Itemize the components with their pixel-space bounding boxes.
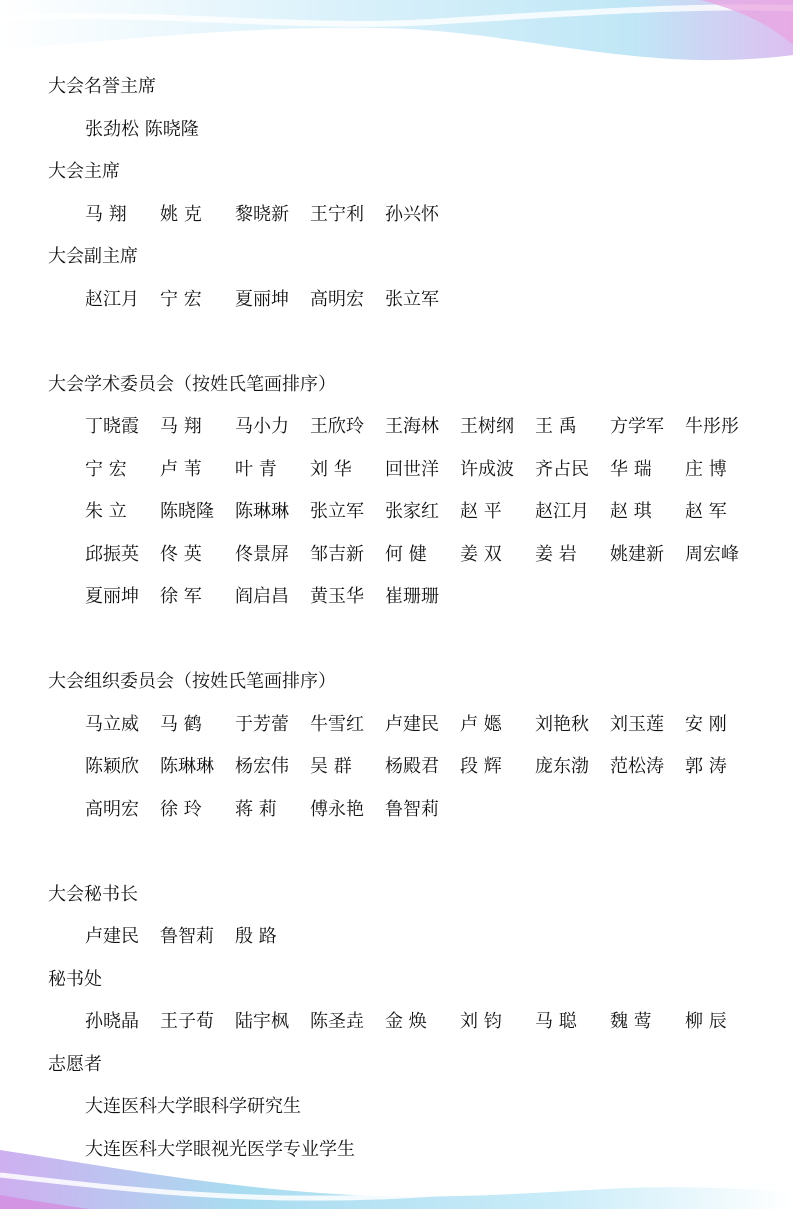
name-item: 夏丽坤: [85, 586, 139, 607]
name-item: 徐 玲: [160, 798, 202, 820]
name-item: 邹吉新: [310, 543, 364, 565]
name-item: 鲁智莉: [385, 798, 439, 820]
name-item: 马立威: [85, 713, 139, 735]
name-item: 刘玉莲: [610, 713, 664, 735]
vice-chair-heading: 大会副主席: [48, 246, 138, 267]
name-item: 牛雪红: [310, 713, 364, 735]
academic-committee-row: [85, 491, 748, 534]
name-item: 马 翔: [160, 416, 202, 437]
name-item: 佟景屏: [235, 543, 289, 565]
name-item: 邱振英: [85, 543, 139, 565]
name-item: 卢建民: [385, 713, 439, 735]
name-item: 黎晓新: [235, 203, 289, 225]
committee-list: [48, 66, 748, 1171]
name-item: 柳 辰: [685, 1011, 727, 1032]
name-item: 殷 路: [235, 926, 277, 947]
name-item: 赵江月: [85, 288, 139, 310]
name-item: 阎启昌: [235, 586, 289, 607]
name-item: 赵 琪: [610, 501, 652, 522]
name-item: 卢建民: [85, 926, 139, 947]
name-item: 马小力: [235, 416, 289, 437]
name-item: 赵江月: [535, 501, 589, 522]
name-item: 许成波: [460, 458, 514, 480]
name-item: 华 瑞: [610, 458, 652, 480]
name-item: 赵 平: [460, 501, 502, 522]
academic-committee-row: [85, 576, 748, 619]
name-item: 高明宏: [310, 288, 364, 310]
name-item: 卢 苇: [160, 458, 202, 480]
name-item: 王欣玲: [310, 416, 364, 437]
name-item: 刘艳秋: [535, 713, 589, 735]
section-spacer: [48, 321, 748, 364]
name-item: 段 辉: [460, 756, 502, 777]
name-item: 王海林: [385, 416, 439, 437]
name-item: 庄 博: [685, 458, 727, 480]
name-item: 马 鹤: [160, 713, 202, 735]
name-item: 齐占民: [535, 458, 589, 480]
academic-committee-row: [85, 449, 748, 492]
name-item: 蒋 莉: [235, 798, 277, 820]
name-item: 周宏峰: [685, 543, 739, 565]
vice-chair-names: [85, 279, 748, 322]
academic-committee-row: [85, 534, 748, 577]
name-item: 杨宏伟: [235, 756, 289, 777]
section-spacer: [48, 831, 748, 874]
name-item: 姜 岩: [535, 543, 577, 565]
name-item: 赵 军: [685, 501, 727, 522]
volunteers-heading: 志愿者: [48, 1053, 102, 1075]
organizing-committee-row: [85, 746, 748, 789]
name-item: 鲁智莉: [160, 926, 214, 947]
name-item: 姚建新: [610, 543, 664, 565]
name-item: 叶 青: [235, 458, 277, 480]
secretary-general-names: [85, 916, 748, 959]
name-item: 夏丽坤: [235, 288, 289, 310]
name-item: 张立军: [310, 501, 364, 522]
name-item: 陈圣垚: [310, 1011, 364, 1032]
chair-names: [85, 194, 748, 237]
name-item: 傅永艳: [310, 798, 364, 820]
secretary-general-heading: 大会秘书长: [48, 883, 138, 905]
name-item: 丁晓霞: [85, 416, 139, 437]
name-item: 卢 嫕: [460, 713, 502, 735]
organizing-committee-row: [85, 704, 748, 747]
name-item: 范松涛: [610, 756, 664, 777]
name-item: 陈琳琳: [160, 756, 214, 777]
name-item: 佟 英: [160, 543, 202, 565]
name-item: 魏 莺: [610, 1011, 652, 1032]
name-item: 陈颖欣: [85, 756, 139, 777]
name-item: 安 刚: [685, 713, 727, 735]
name-item: 陈晓隆: [160, 501, 214, 522]
name-item: 刘 钧: [460, 1011, 502, 1032]
name-item: 庞东渤: [535, 756, 589, 777]
name-item: 张立军: [385, 288, 439, 310]
name-item: 马 聪: [535, 1011, 577, 1032]
name-item: 王子荀: [160, 1011, 214, 1032]
name-item: 朱 立: [85, 501, 127, 522]
name-item: 杨殿君: [385, 756, 439, 777]
name-item: 孙晓晶: [85, 1011, 139, 1032]
name-item: 陆宇枫: [235, 1011, 289, 1032]
name-item: 金 焕: [385, 1011, 427, 1032]
name-item: 孙兴怀: [385, 203, 439, 225]
name-item: 马 翔: [85, 203, 127, 225]
chair-heading: 大会主席: [48, 161, 120, 182]
name-item: 陈琳琳: [235, 501, 289, 522]
name-item: 王树纲: [460, 416, 514, 437]
volunteers-line: 大连医科大学眼视光医学专业学生: [85, 1138, 355, 1160]
name-item: 于芳蕾: [235, 713, 289, 735]
name-item: 徐 军: [160, 586, 202, 607]
name-item: 宁 宏: [160, 288, 202, 310]
academic-committee-row: [85, 406, 748, 449]
name-item: 高明宏: [85, 798, 139, 820]
volunteers-line: 大连医科大学眼科学研究生: [85, 1096, 301, 1117]
name-item: 姜 双: [460, 543, 502, 565]
name-item: 方学军: [610, 416, 664, 437]
name-item: 王宁利: [310, 203, 364, 225]
honorary-chair-heading: 大会名誉主席: [48, 76, 156, 97]
name-item: 王 禹: [535, 416, 577, 437]
organizing-committee-heading: 大会组织委员会（按姓氏笔画排序）: [48, 671, 336, 692]
name-item: 崔珊珊: [385, 586, 439, 607]
name-item: 黄玉华: [310, 586, 364, 607]
name-item: 牛彤彤: [685, 416, 739, 437]
secretariat-names: [85, 1001, 748, 1044]
name-item: 姚 克: [160, 203, 202, 225]
name-item: 刘 华: [310, 458, 352, 480]
name-item: 宁 宏: [85, 458, 127, 480]
honorary-chair-names: 张劲松 陈晓隆: [85, 118, 199, 140]
name-item: 郭 涛: [685, 756, 727, 777]
name-item: 张家红: [385, 501, 439, 522]
name-item: 吴 群: [310, 756, 352, 777]
secretariat-heading: 秘书处: [48, 968, 102, 990]
organizing-committee-row: [85, 789, 748, 832]
name-item: 何 健: [385, 543, 427, 565]
academic-committee-heading: 大会学术委员会（按姓氏笔画排序）: [48, 373, 336, 395]
section-spacer: [48, 619, 748, 662]
name-item: 回世洋: [385, 458, 439, 480]
